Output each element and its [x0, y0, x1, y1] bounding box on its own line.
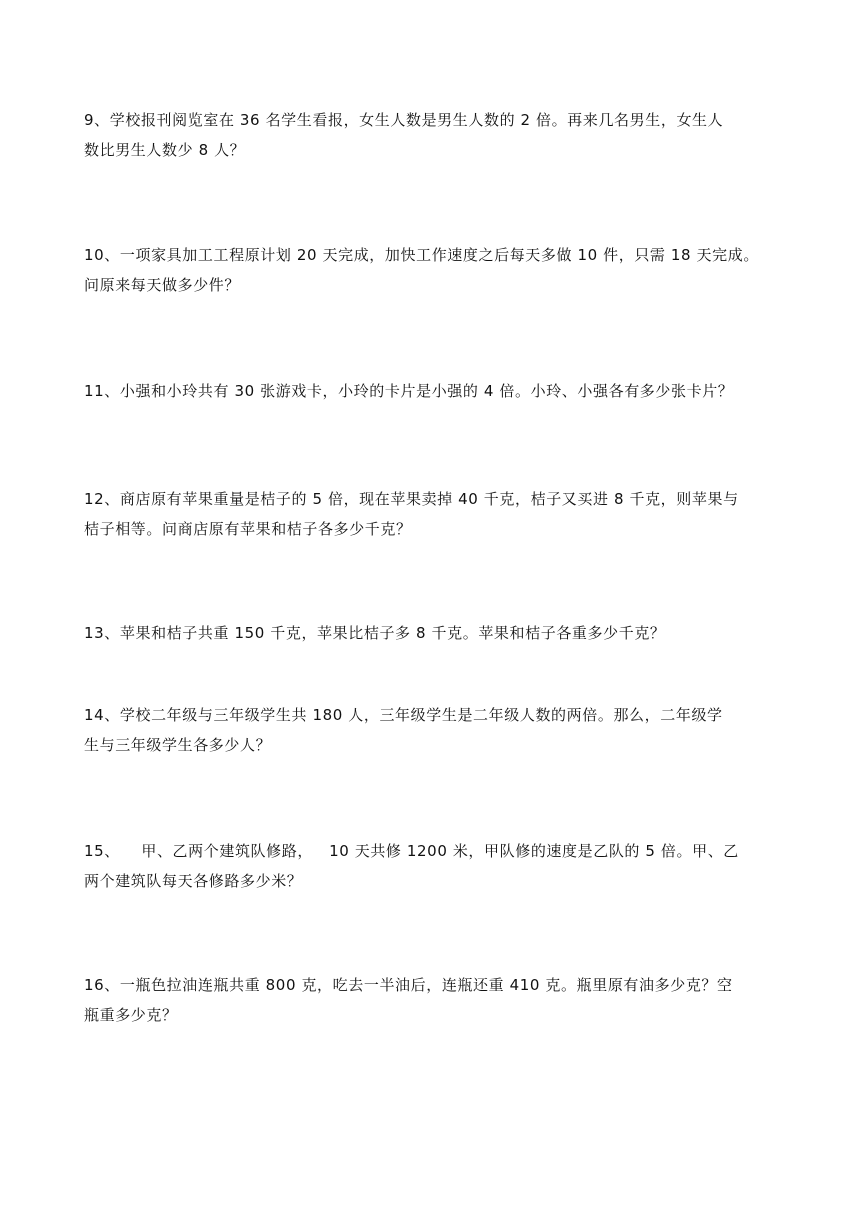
problem-13-line-1: 13、苹果和桔子共重 150 千克，苹果比桔子多 8 千克。苹果和桔子各重多少千克？ [84, 624, 666, 642]
problem-10-line-2: 问原来每天做多少件？ [84, 276, 241, 294]
problem-14 [84, 700, 784, 760]
problem-11-line-1: 11、小强和小玲共有 30 张游戏卡，小玲的卡片是小强的 4 倍。小玲、小强各有多少张卡片？ [84, 382, 734, 400]
problem-10-line-1: 10、一项家具加工工程原计划 20 天完成，加快工作速度之后每天多做 10 件，只需 18 天完成。 [84, 246, 759, 264]
problem-10 [84, 240, 784, 300]
problem-16-line-2: 瓶重多少克？ [84, 1006, 178, 1024]
problem-14-line-1: 14、学校二年级与三年级学生共 180 人，三年级学生是二年级人数的两倍。那么，二年级学 [84, 706, 723, 724]
problem-15-line-1: 15、 甲、乙两个建筑队修路， 10 天共修 1200 米，甲队修的速度是乙队的 5 倍。甲、乙 [84, 842, 739, 860]
problem-12-line-1: 12、商店原有苹果重量是桔子的 5 倍，现在苹果卖掉 40 千克，桔子又买进 8 千克，则苹果与 [84, 490, 739, 508]
problem-16-line-1: 16、一瓶色拉油连瓶共重 800 克，吃去一半油后，连瓶还重 410 克。瓶里原有油多少克？空 [84, 976, 733, 994]
problem-15-line-2: 两个建筑队每天各修路多少米？ [84, 872, 303, 890]
problem-11 [84, 376, 784, 406]
problem-16 [84, 970, 784, 1030]
problem-9-line-2: 数比男生人数少 8 人？ [84, 141, 246, 159]
problem-12 [84, 484, 784, 544]
problem-13 [84, 618, 784, 648]
problem-12-line-2: 桔子相等。问商店原有苹果和桔子各多少千克？ [84, 520, 412, 538]
problem-9 [84, 105, 784, 165]
problem-9-line-1: 9、学校报刊阅览室在 36 名学生看报，女生人数是男生人数的 2 倍。再来几名男生，女生人 [84, 111, 724, 129]
problem-14-line-2: 生与三年级学生各多少人？ [84, 736, 272, 754]
problem-15 [84, 836, 784, 896]
